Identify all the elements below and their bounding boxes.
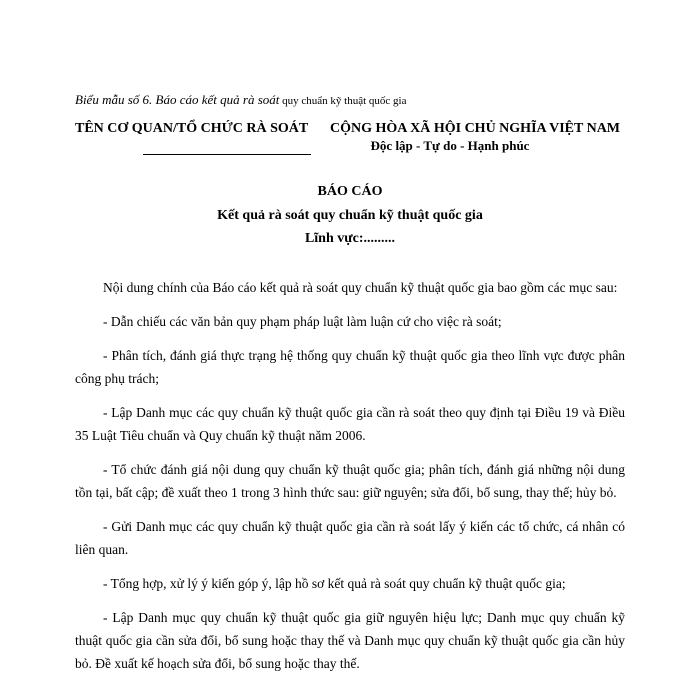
body-paragraph: - Lập Danh mục quy chuẩn kỹ thuật quốc gia giữ nguyên hiệu lực; Danh mục quy chuẩn kỹ thuật quốc gia cần sửa đổi, bổ sung hoặc thay thế và Danh mục quy chuẩn kỹ thuật quốc gia cần hủy bỏ. Đề xuất kế hoạch sửa đổi, bổ sung hoặc thay thế. bbox=[75, 610, 625, 671]
report-body bbox=[75, 276, 625, 686]
national-title: CỘNG HÒA XÃ HỘI CHỦ NGHĨA VIỆT NAM bbox=[330, 121, 621, 136]
body-paragraph: - Dẫn chiếu các văn bản quy phạm pháp luật làm luận cứ cho việc rà soát; bbox=[103, 314, 502, 329]
body-paragraph: - Tổ chức đánh giá nội dung quy chuẩn kỹ thuật quốc gia; phân tích, đánh giá những nội dung tồn tại, bất cập; đề xuất theo 1 trong 3 hình thức sau: giữ nguyên; sửa đổi, bổ sung, thay thế; hủy bỏ. bbox=[75, 462, 625, 500]
form-label bbox=[75, 92, 406, 109]
report-field: Lĩnh vực:......... bbox=[304, 231, 396, 246]
body-paragraph: Nội dung chính của Báo cáo kết quả rà soát quy chuẩn kỹ thuật quốc gia bao gồm các mục sau: bbox=[103, 280, 618, 295]
report-subtitle: Kết quả rà soát quy chuẩn kỹ thuật quốc gia bbox=[217, 208, 483, 223]
body-paragraph: - Phân tích, đánh giá thực trạng hệ thống quy chuẩn kỹ thuật quốc gia theo lĩnh vực được phân công phụ trách; bbox=[75, 348, 625, 386]
form-label-italic: Biểu mẫu số 6. Báo cáo kết quả rà soát bbox=[75, 92, 280, 107]
body-paragraph: - Lập Danh mục các quy chuẩn kỹ thuật quốc gia cần rà soát theo quy định tại Điều 19 và Điều 35 Luật Tiêu chuẩn và Quy chuẩn kỹ thuật năm 2006. bbox=[75, 405, 625, 443]
agency-name: TÊN CƠ QUAN/TỔ CHỨC RÀ SOÁT bbox=[75, 121, 309, 136]
form-label-normal: quy chuẩn kỹ thuật quốc gia bbox=[279, 95, 407, 107]
national-motto: Độc lập - Tự do - Hạnh phúc bbox=[370, 138, 530, 153]
agency-underline bbox=[143, 154, 311, 155]
body-paragraph: - Gửi Danh mục các quy chuẩn kỹ thuật quốc gia cần rà soát lấy ý kiến các tổ chức, cá nhân có liên quan. bbox=[75, 519, 625, 557]
report-title: BÁO CÁO bbox=[317, 184, 383, 199]
body-paragraph: - Tổng hợp, xử lý ý kiến góp ý, lập hồ sơ kết quả rà soát quy chuẩn kỹ thuật quốc gia; bbox=[103, 576, 566, 591]
